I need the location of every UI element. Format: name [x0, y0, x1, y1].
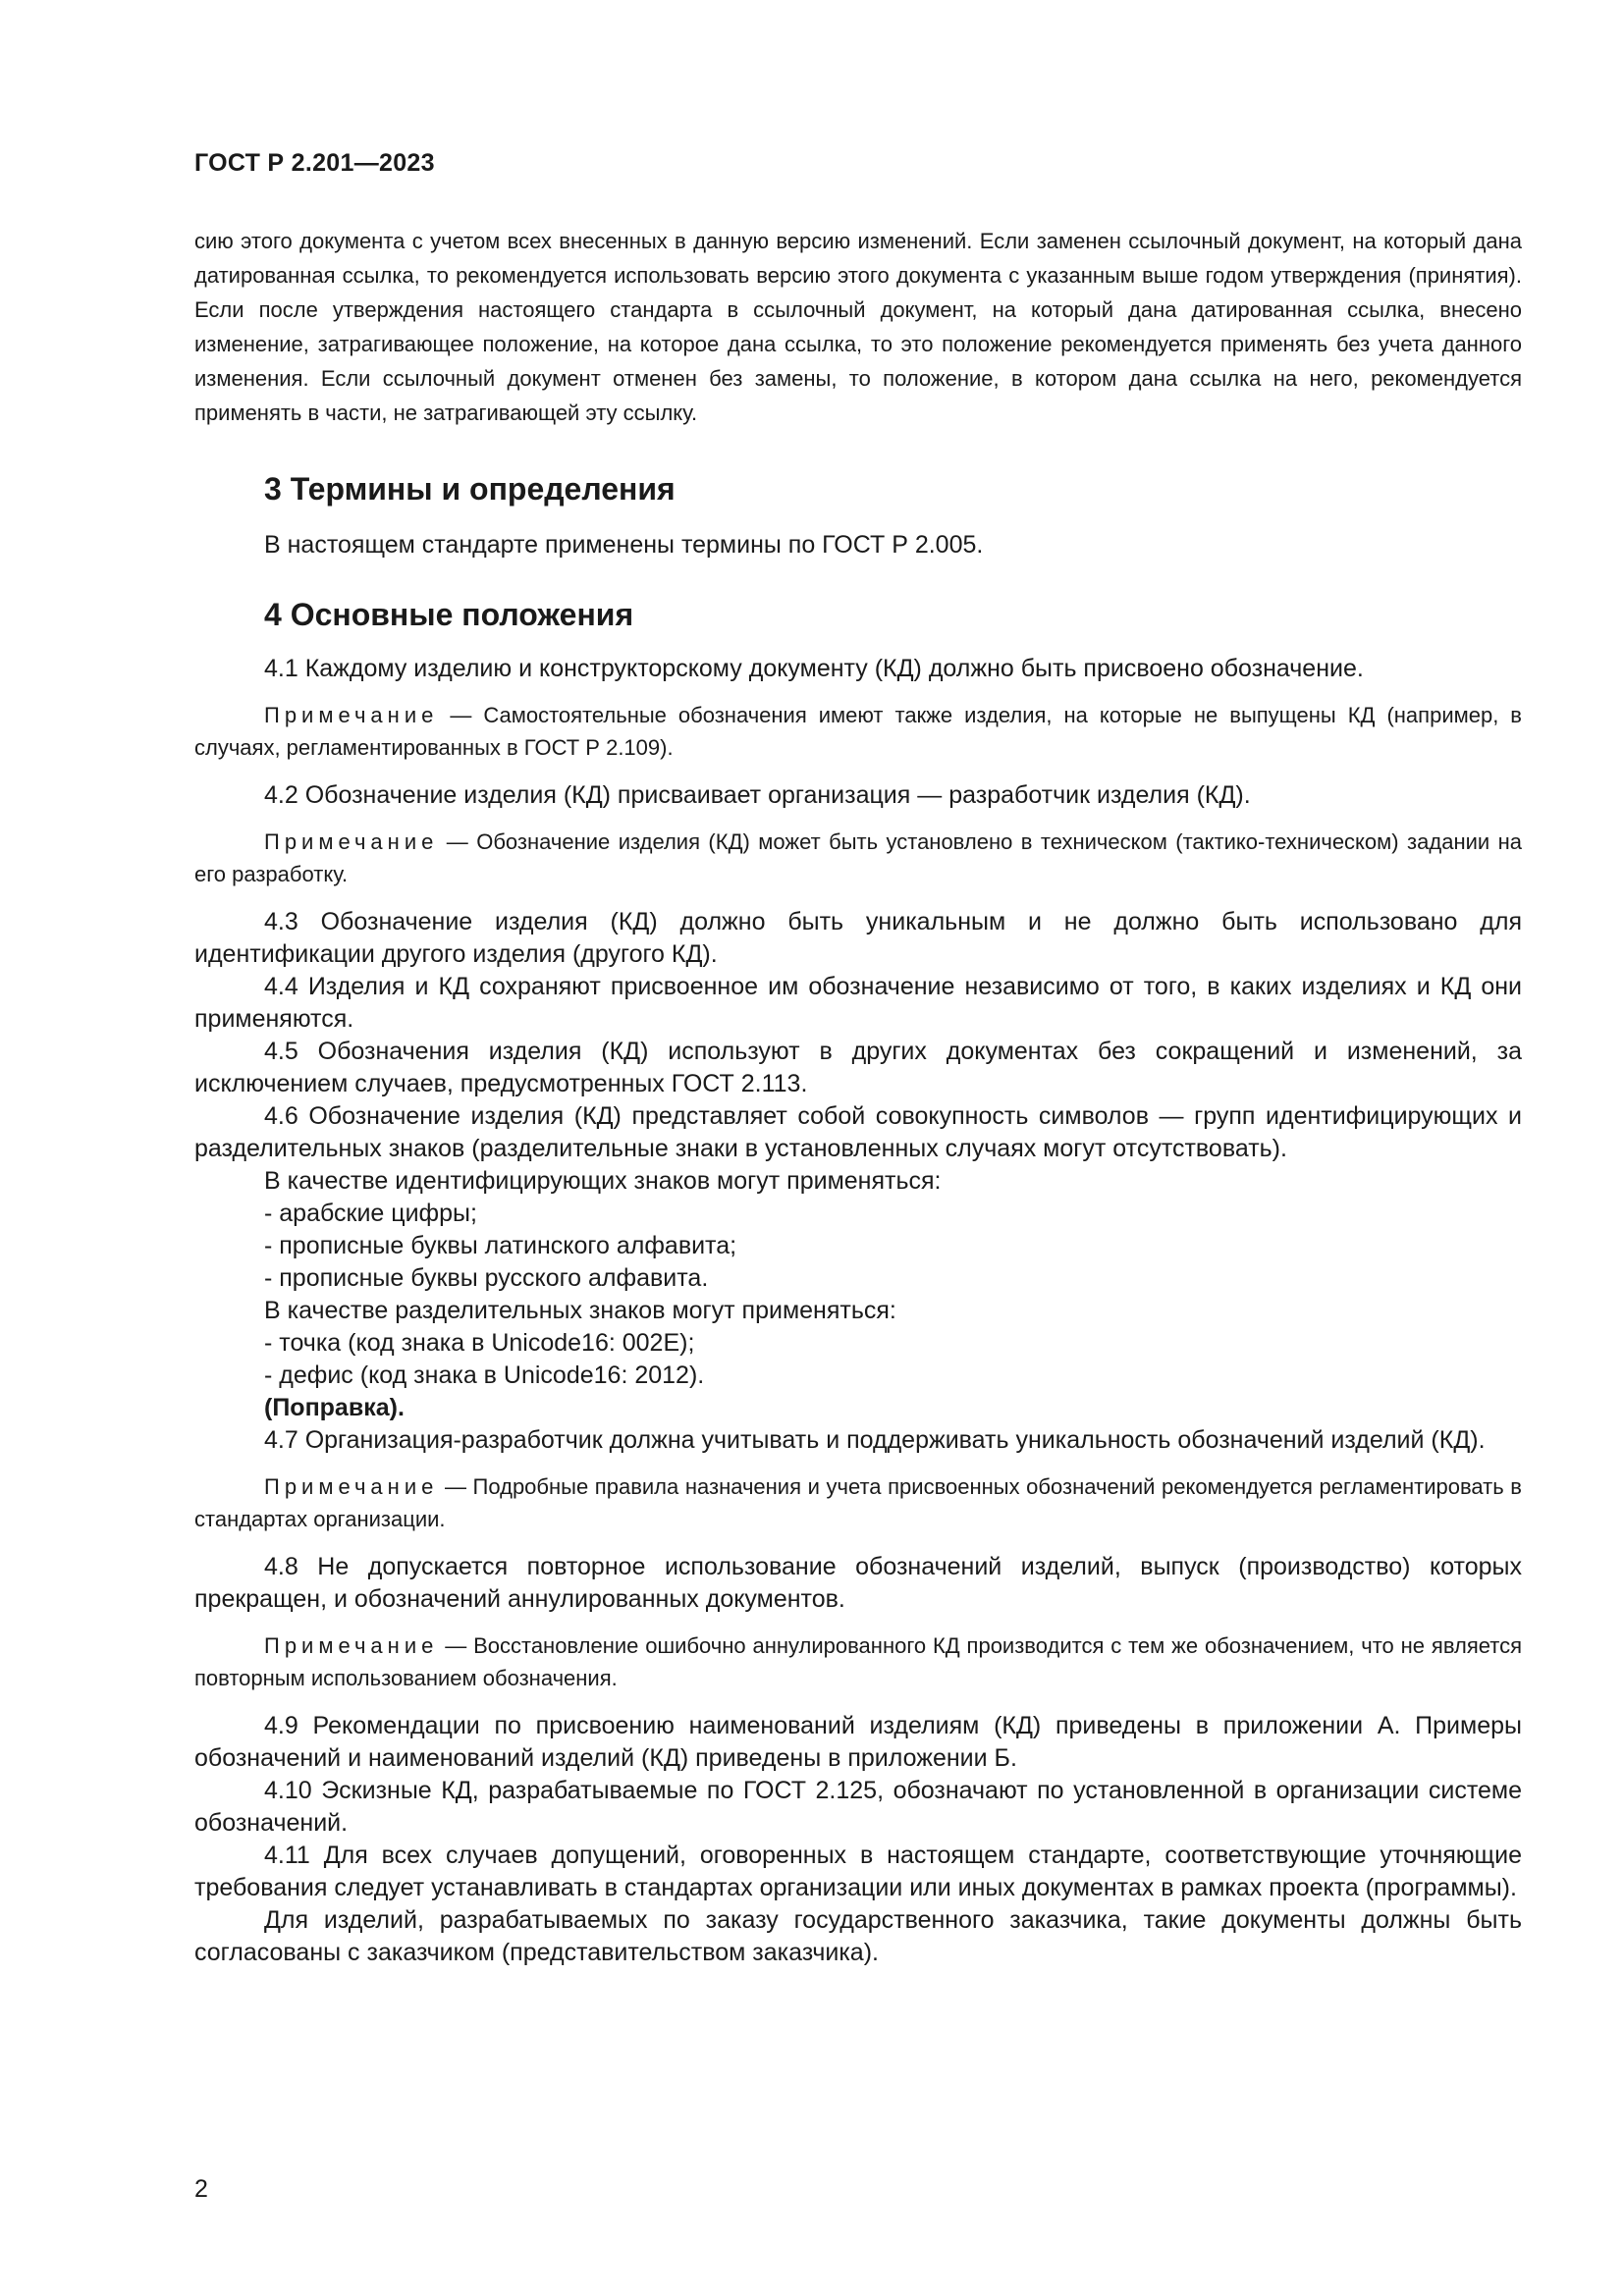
intro-paragraph: сию этого документа с учетом всех внесенных в данную версию изменений. Если заменен ссылочный документ, на который дана датированная ссылка, то рекомендуется использовать версию этого документа с указанным выше годом утверждения (принятия). Если после утверждения настоящего стандарта в ссылочный документ, на который дана датированная ссылка, внесено изменение, затрагивающее положение, на которое дана ссылка, то это положение рекомендуется применять без учета данного изменения. Если ссылочный документ отменен без замены, то положение, в котором дана ссылка на него, рекомендуется применять в части, не затрагивающей эту ссылку. [194, 229, 1522, 425]
list-item: - прописные буквы латинского алфавита; [264, 1232, 737, 1259]
list-item: - точка (код знака в Unicode16: 002E); [264, 1329, 695, 1357]
clause-4-4: 4.4 Изделия и КД сохраняют присвоенное им обозначение независимо от того, в каких изделиях и КД они применяются. [194, 973, 1522, 1033]
section-3-text: В настоящем стандарте применены термины по ГОСТ Р 2.005. [264, 531, 984, 559]
clause-4-3: 4.3 Обозначение изделия (КД) должно быть уникальным и не должно быть использовано для идентификации другого изделия (другого КД). [194, 908, 1522, 968]
clause-4-6: 4.6 Обозначение изделия (КД) представляет собой совокупность символов — групп идентифицирующих и разделительных знаков (разделительные знаки в установленных случаях могут отсутствовать). [194, 1102, 1522, 1162]
note-4-label: Примечание [264, 1633, 439, 1658]
note-3 [194, 1470, 1522, 1535]
note-1-text: — Самостоятельные обозначения имеют также изделия, на которые не выпущены КД (например, в случаях, регламентированных в ГОСТ Р 2.109). [194, 703, 1522, 760]
note-3-text: — Подробные правила назначения и учета присвоенных обозначений рекомендуется регламентировать в стандартах организации. [194, 1474, 1522, 1531]
document-header: ГОСТ Р 2.201—2023 [194, 149, 435, 177]
clause-4-1: 4.1 Каждому изделию и конструкторскому документу (КД) должно быть присвоено обозначение. [264, 655, 1364, 682]
amendment-note: (Поправка). [264, 1394, 405, 1421]
section-4-title: 4 Основные положения [264, 597, 634, 632]
list-item: - дефис (код знака в Unicode16: 2012). [264, 1362, 705, 1389]
final-paragraph: Для изделий, разрабатываемых по заказу государственного заказчика, такие документы должны быть согласованы с заказчиком (представительством заказчика). [194, 1906, 1522, 1966]
note-4 [194, 1629, 1522, 1694]
note-2 [194, 826, 1522, 890]
list-item: - прописные буквы русского алфавита. [264, 1264, 709, 1292]
note-2-text: — Обозначение изделия (КД) может быть установлено в техническом (тактико-техническом) задании на его разработку. [194, 829, 1522, 886]
note-2-label: Примечание [264, 829, 439, 854]
clause-4-7: 4.7 Организация-разработчик должна учитывать и поддерживать уникальность обозначений изделий (КД). [264, 1426, 1486, 1454]
page-number: 2 [194, 2175, 208, 2203]
section-3-title: 3 Термины и определения [264, 471, 676, 507]
clause-4-8: 4.8 Не допускается повторное использование обозначений изделий, выпуск (производство) которых прекращен, и обозначений аннулированных документов. [194, 1553, 1522, 1613]
clause-4-10: 4.10 Эскизные КД, разрабатываемые по ГОСТ 2.125, обозначают по установленной в организации системе обозначений. [194, 1777, 1522, 1837]
note-1 [194, 699, 1522, 764]
clause-4-11: 4.11 Для всех случаев допущений, оговоренных в настоящем стандарте, соответствующие уточняющие требования следует устанавливать в стандартах организации или иных документах в рамках проекта (программы). [194, 1842, 1522, 1901]
list-item: - арабские цифры; [264, 1200, 477, 1227]
note-3-label: Примечание [264, 1474, 439, 1499]
sep-intro: В качестве разделительных знаков могут применяться: [264, 1297, 896, 1324]
clause-4-9: 4.9 Рекомендации по присвоению наименований изделиям (КД) приведены в приложении А. Примеры обозначений и наименований изделий (КД) приведены в приложении Б. [194, 1712, 1522, 1772]
note-1-label: Примечание [264, 703, 439, 727]
clause-4-2: 4.2 Обозначение изделия (КД) присваивает организация — разработчик изделия (КД). [264, 781, 1251, 809]
document-body [194, 224, 1522, 1969]
note-4-text: — Восстановление ошибочно аннулированного КД производится с тем же обозначением, что не является повторным использованием обозначения. [194, 1633, 1522, 1690]
ident-intro: В качестве идентифицирующих знаков могут применяться: [264, 1167, 942, 1195]
clause-4-5: 4.5 Обозначения изделия (КД) используют в других документах без сокращений и изменений, за исключением случаев, предусмотренных ГОСТ 2.113. [194, 1038, 1522, 1097]
